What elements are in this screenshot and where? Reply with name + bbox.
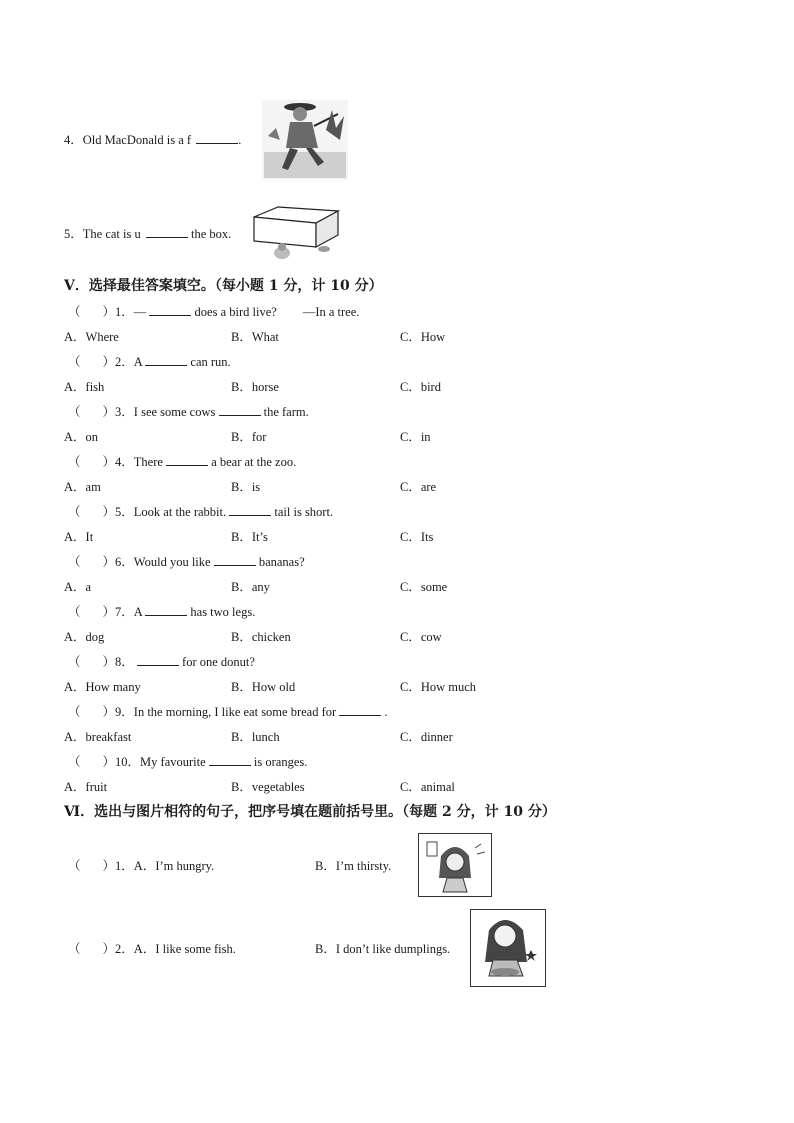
option-c[interactable]: C．Its <box>400 530 434 544</box>
question-text: Look at the rabbit. <box>133 505 227 519</box>
answer-bracket[interactable] <box>81 655 103 666</box>
picture-question-1-option-b <box>315 858 391 874</box>
option-b[interactable]: B．for <box>231 430 267 444</box>
option-b[interactable]: B．is <box>231 480 261 494</box>
answer-bracket[interactable] <box>81 405 103 416</box>
question-number: 2． <box>115 942 134 956</box>
question-4 <box>64 132 241 148</box>
option-b[interactable]: B．I’m thirsty. <box>315 859 392 873</box>
mc-question-2 <box>68 354 231 370</box>
question-number: 8． <box>115 655 134 669</box>
bracket-close: ） <box>102 605 116 619</box>
option-b[interactable]: B．What <box>231 330 279 344</box>
bracket-open: （ <box>68 555 81 569</box>
option-b[interactable]: B．How old <box>231 680 296 694</box>
answer-bracket[interactable] <box>81 555 103 566</box>
option-c[interactable]: C．in <box>400 430 431 444</box>
bracket-open: （ <box>68 505 81 519</box>
mc-question-7 <box>68 604 255 620</box>
answer-bracket[interactable] <box>81 859 103 870</box>
option-a[interactable]: A．fruit <box>64 780 108 794</box>
hungry-picture-frame <box>418 833 492 897</box>
farmer-picture <box>262 100 348 180</box>
option-c[interactable]: C．dinner <box>400 730 453 744</box>
question-text-end: can run. <box>190 355 231 369</box>
hungry-girl-picture <box>419 834 491 896</box>
option-a[interactable]: A．am <box>64 480 101 494</box>
question-number: 1． <box>115 859 134 873</box>
answer-bracket[interactable] <box>81 755 103 766</box>
question-text: A <box>133 355 143 369</box>
mc-question-8 <box>68 654 255 670</box>
answer-bracket[interactable] <box>81 455 103 466</box>
bracket-open: （ <box>68 655 81 669</box>
question-text-end: tail is short. <box>274 505 334 519</box>
picture-question-1 <box>68 858 214 874</box>
answer-blank[interactable] <box>166 454 208 466</box>
bracket-open: （ <box>68 455 81 469</box>
mc-question-9 <box>68 704 388 720</box>
option-a[interactable]: A．breakfast <box>64 730 132 744</box>
question-text-end: does a bird live? <box>194 305 277 319</box>
answer-blank[interactable] <box>145 604 187 616</box>
section-6-heading: Ⅵ．选出与图片相符的句子，把序号填在题前括号里。（每题 2 分，计 10 分） <box>64 804 556 820</box>
option-b[interactable]: B．lunch <box>231 730 280 744</box>
answer-blank[interactable] <box>196 132 238 144</box>
answer-blank[interactable] <box>137 654 179 666</box>
answer-blank[interactable] <box>219 404 261 416</box>
bracket-close: ） <box>102 555 116 569</box>
question-text-end: for one donut? <box>182 655 255 669</box>
mc-question-5 <box>68 504 333 520</box>
mc-question-4 <box>68 454 296 470</box>
girl-with-fish-picture <box>471 910 545 986</box>
question-text: A <box>133 605 143 619</box>
answer-blank[interactable] <box>229 504 271 516</box>
option-c[interactable]: C．bird <box>400 380 441 394</box>
bracket-open: （ <box>68 305 81 319</box>
option-c[interactable]: C．cow <box>400 630 442 644</box>
bracket-close: ） <box>102 355 116 369</box>
question-text-end: the box. <box>190 227 232 241</box>
option-a[interactable]: A．fish <box>64 380 105 394</box>
option-b[interactable]: B．I don’t like dumplings. <box>315 942 451 956</box>
option-a[interactable]: A．How many <box>64 680 141 694</box>
bracket-close: ） <box>102 405 116 419</box>
answer-bracket[interactable] <box>81 605 103 616</box>
question-number: 7． <box>115 605 134 619</box>
answer-bracket[interactable] <box>81 305 103 316</box>
option-b[interactable]: B．chicken <box>231 630 291 644</box>
option-c[interactable]: C．animal <box>400 780 455 794</box>
question-number: 4． <box>115 455 134 469</box>
section-5-heading: V．选择最佳答案填空。（每小题 1 分，计 10 分） <box>64 278 383 294</box>
picture-question-2 <box>68 941 236 957</box>
question-text: I see some cows <box>133 405 216 419</box>
question-text: The cat is u <box>82 227 141 241</box>
mc-question-6 <box>68 554 305 570</box>
option-b[interactable]: B．vegetables <box>231 780 305 794</box>
bracket-open: （ <box>68 405 81 419</box>
option-c[interactable]: C．How much <box>400 680 477 694</box>
question-text-end: . <box>238 133 242 147</box>
question-text-end: the farm. <box>263 405 309 419</box>
question-text-end: . <box>384 705 388 719</box>
answer-blank[interactable] <box>339 704 381 716</box>
question-text-end: has two legs. <box>190 605 256 619</box>
bracket-open: （ <box>68 355 81 369</box>
option-c[interactable]: C．are <box>400 480 437 494</box>
option-a[interactable]: A．dog <box>64 630 105 644</box>
question-number: 10． <box>115 755 141 769</box>
mc-question-10 <box>68 754 307 770</box>
mc-question-1 <box>68 304 359 320</box>
question-text: — <box>133 305 147 319</box>
bracket-close: ） <box>102 305 116 319</box>
bracket-close: ） <box>102 505 116 519</box>
mc-question-3 <box>68 404 309 420</box>
question-number: 4． <box>64 133 83 147</box>
option-a[interactable]: A．a <box>64 580 92 594</box>
bracket-close: ） <box>102 859 116 873</box>
bracket-open: （ <box>68 859 81 873</box>
answer-bracket[interactable] <box>81 705 103 716</box>
answer-blank[interactable] <box>146 226 188 238</box>
question-number: 6． <box>115 555 134 569</box>
bracket-open: （ <box>68 755 81 769</box>
fish-picture-frame <box>470 909 546 987</box>
bracket-close: ） <box>102 655 116 669</box>
picture-question-2-option-b <box>315 941 450 957</box>
question-text-end: a bear at the zoo. <box>211 455 297 469</box>
question-number: 5． <box>115 505 134 519</box>
answer-hint: —In a tree. <box>302 305 360 319</box>
option-a[interactable]: A．Where <box>64 330 119 344</box>
question-number: 1． <box>115 305 134 319</box>
option-a[interactable]: A．on <box>64 430 99 444</box>
question-number: 5． <box>64 227 83 241</box>
question-text: My favourite <box>140 755 206 769</box>
answer-blank[interactable] <box>209 754 251 766</box>
bracket-open: （ <box>68 605 81 619</box>
option-b[interactable]: B．any <box>231 580 270 594</box>
bracket-open: （ <box>68 705 81 719</box>
question-text-end: bananas? <box>258 555 305 569</box>
option-b[interactable]: B．horse <box>231 380 279 394</box>
question-text-end: is oranges. <box>253 755 308 769</box>
bracket-close: ） <box>102 942 116 956</box>
answer-bracket[interactable] <box>81 355 103 366</box>
question-5 <box>64 226 231 242</box>
answer-blank[interactable] <box>145 354 187 366</box>
option-c[interactable]: C．some <box>400 580 448 594</box>
option-a[interactable]: A．I like some fish. <box>133 942 236 956</box>
answer-bracket[interactable] <box>81 942 103 953</box>
option-c[interactable]: C．How <box>400 330 446 344</box>
question-text: Old MacDonald is a f <box>82 133 192 147</box>
option-b[interactable]: B．It’s <box>231 530 268 544</box>
bracket-close: ） <box>102 455 116 469</box>
option-a[interactable]: A．It <box>64 530 94 544</box>
answer-bracket[interactable] <box>81 505 103 516</box>
bracket-close: ） <box>102 705 116 719</box>
box-picture <box>248 205 340 265</box>
question-number: 9． <box>115 705 134 719</box>
answer-blank[interactable] <box>214 554 256 566</box>
question-text: In the morning, I like eat some bread for <box>133 705 337 719</box>
option-a[interactable]: A．I’m hungry. <box>133 859 215 873</box>
question-number: 3． <box>115 405 134 419</box>
question-number: 2． <box>115 355 134 369</box>
question-text: Would you like <box>133 555 211 569</box>
question-text: There <box>133 455 163 469</box>
bracket-open: （ <box>68 942 81 956</box>
bracket-close: ） <box>102 755 116 769</box>
answer-blank[interactable] <box>149 304 191 316</box>
